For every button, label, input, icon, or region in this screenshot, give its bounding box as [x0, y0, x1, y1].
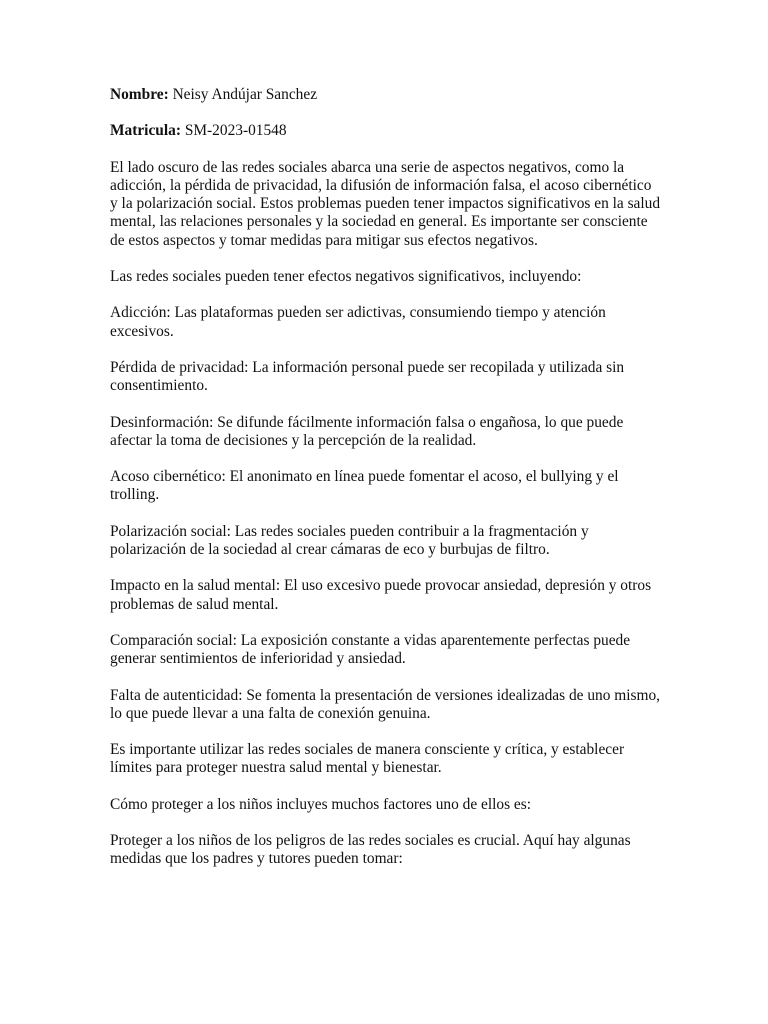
id-label: Matricula: — [110, 122, 181, 140]
children-intro-paragraph: Cómo proteger a los niños incluyes muchos factores uno de ellos es: — [110, 795, 532, 813]
document-body — [110, 86, 662, 887]
name-line — [110, 86, 662, 104]
effect-social-comparison: Comparación social: La exposición constante a vidas aparentemente perfectas puede generar sentimientos de inferioridad y ansiedad. — [110, 631, 631, 668]
conclusion-paragraph: Es importante utilizar las redes sociales de manera consciente y crítica, y establecer límites para proteger nuestra salud mental y bienestar. — [110, 741, 625, 777]
effect-mental-health: Impacto en la salud mental: El uso excesivo puede provocar ansiedad, depresión y otros problemas de salud mental. — [110, 577, 652, 613]
name-label: Nombre: — [110, 86, 169, 103]
list-intro-paragraph: Las redes sociales pueden tener efectos negativos significativos, incluyendo: — [110, 267, 582, 285]
id-value: SM-2023-01548 — [184, 122, 287, 140]
intro-paragraph: El lado oscuro de las redes sociales abarca una serie de aspectos negativos, como la adicción, la pérdida de privacidad, la difusión de información falsa, el acoso cibernético y la polarización social. Estos problemas pueden tener impactos significativos en la salud mental, las relaciones personales y la sociedad en general. Es importante ser consciente de estos aspectos y tomar medidas para mitigar sus efectos negativos. — [110, 158, 661, 249]
id-line — [110, 122, 662, 140]
name-value: Neisy Andújar Sanchez — [172, 86, 318, 103]
effect-disinformation: Desinformación: Se difunde fácilmente información falsa o engañosa, lo que puede afectar la toma de decisiones y la percepción de la realidad. — [110, 413, 624, 449]
effect-addiction: Adicción: Las plataformas pueden ser adictivas, consumiendo tiempo y atención excesivos. — [110, 304, 606, 340]
effect-polarization: Polarización social: Las redes sociales pueden contribuir a la fragmentación y polarización de la sociedad al crear cámaras de eco y burbujas de filtro. — [110, 522, 589, 558]
effect-privacy: Pérdida de privacidad: La información personal puede ser recopilada y utilizada sin consentimiento. — [110, 358, 625, 395]
effect-authenticity: Falta de autenticidad: Se fomenta la presentación de versiones idealizadas de uno mismo, lo que puede llevar a una falta de conexión genuina. — [110, 686, 661, 722]
effect-cyberbullying: Acoso cibernético: El anonimato en línea puede fomentar el acoso, el bullying y el trolling. — [110, 468, 619, 504]
children-text-paragraph: Proteger a los niños de los peligros de las redes sociales es crucial. Aquí hay algunas medidas que los padres y tutores pueden tomar: — [110, 832, 631, 868]
